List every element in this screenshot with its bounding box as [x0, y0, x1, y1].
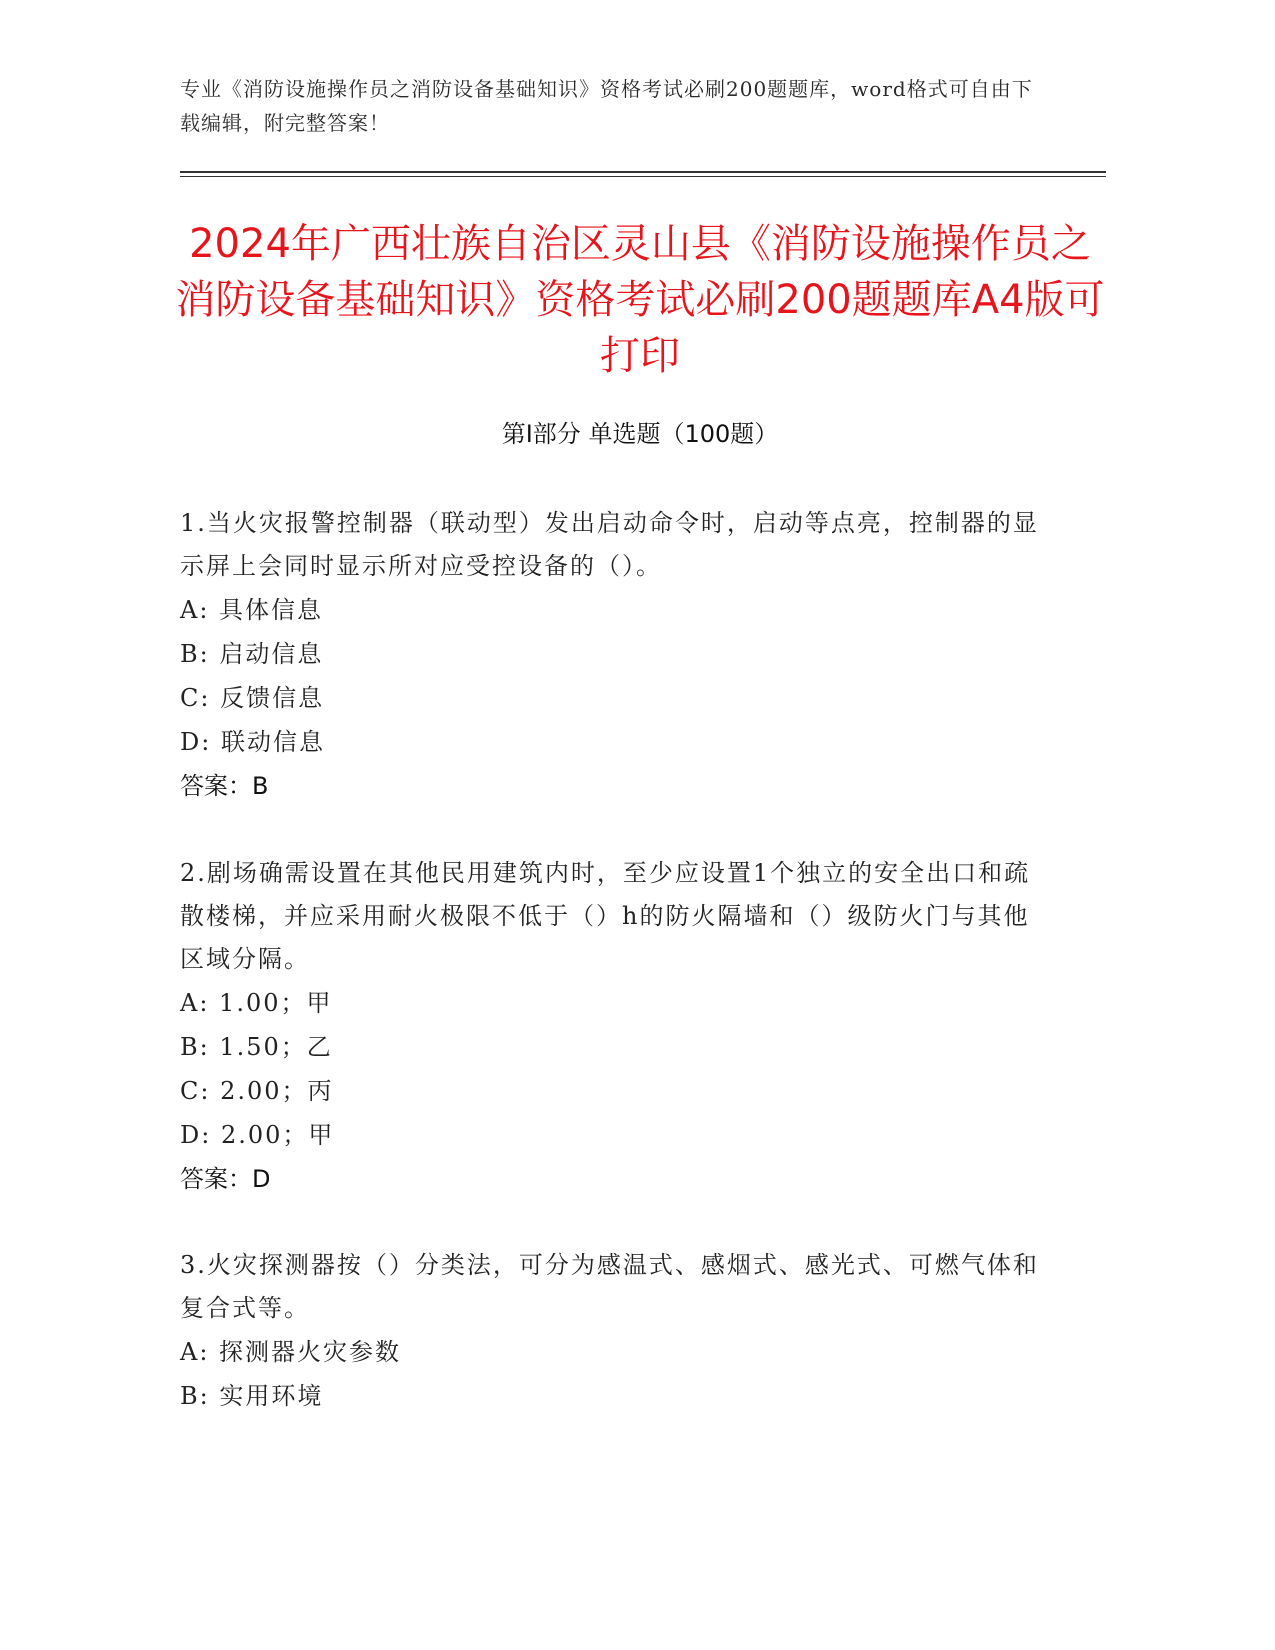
question-stem: 1.当火灾报警控制器（联动型）发出启动命令时，启动等点亮，控制器的显示屏上会同时显示所对应受控设备的（）。	[180, 509, 1039, 580]
question-stem: 3.火灾探测器按（）分类法，可分为感温式、感烟式、感光式、可燃气体和复合式等。	[180, 1251, 1039, 1322]
option-b: B: 实用环境	[180, 1382, 324, 1410]
section-title: 第Ⅰ部分 单选题（100题）	[501, 420, 779, 448]
option-d: D: 2.00；甲	[180, 1121, 335, 1149]
header-note: 专业《消防设施操作员之消防设备基础知识》资格考试必刷200题题库，word格式可自由下载编辑，附完整答案！	[180, 77, 1033, 135]
option-c: C: 2.00；丙	[180, 1077, 334, 1105]
option-b: B: 1.50；乙	[180, 1033, 333, 1061]
question-2	[180, 852, 1040, 1201]
option-d: D: 联动信息	[180, 728, 325, 756]
question-3	[180, 1244, 1040, 1418]
question-1	[180, 502, 1040, 808]
question-stem: 2.剧场确需设置在其他民用建筑内时，至少应设置1个独立的安全出口和疏散楼梯，并应采用耐火极限不低于（）h的防火隔墙和（）级防火门与其他区域分隔。	[180, 859, 1031, 973]
header-divider-thin	[180, 176, 1106, 177]
answer: 答案：B	[180, 772, 269, 800]
option-a: A: 具体信息	[180, 596, 324, 624]
header-divider	[180, 171, 1106, 173]
option-a: A: 1.00；甲	[180, 989, 333, 1017]
option-b: B: 启动信息	[180, 640, 324, 668]
option-c: C: 反馈信息	[180, 684, 325, 712]
document-title: 2024年广西壮族自治区灵山县《消防设施操作员之消防设备基础知识》资格考试必刷200题题库A4版可打印	[175, 221, 1105, 379]
answer: 答案：D	[180, 1165, 271, 1193]
option-a: A: 探测器火灾参数	[180, 1338, 402, 1366]
